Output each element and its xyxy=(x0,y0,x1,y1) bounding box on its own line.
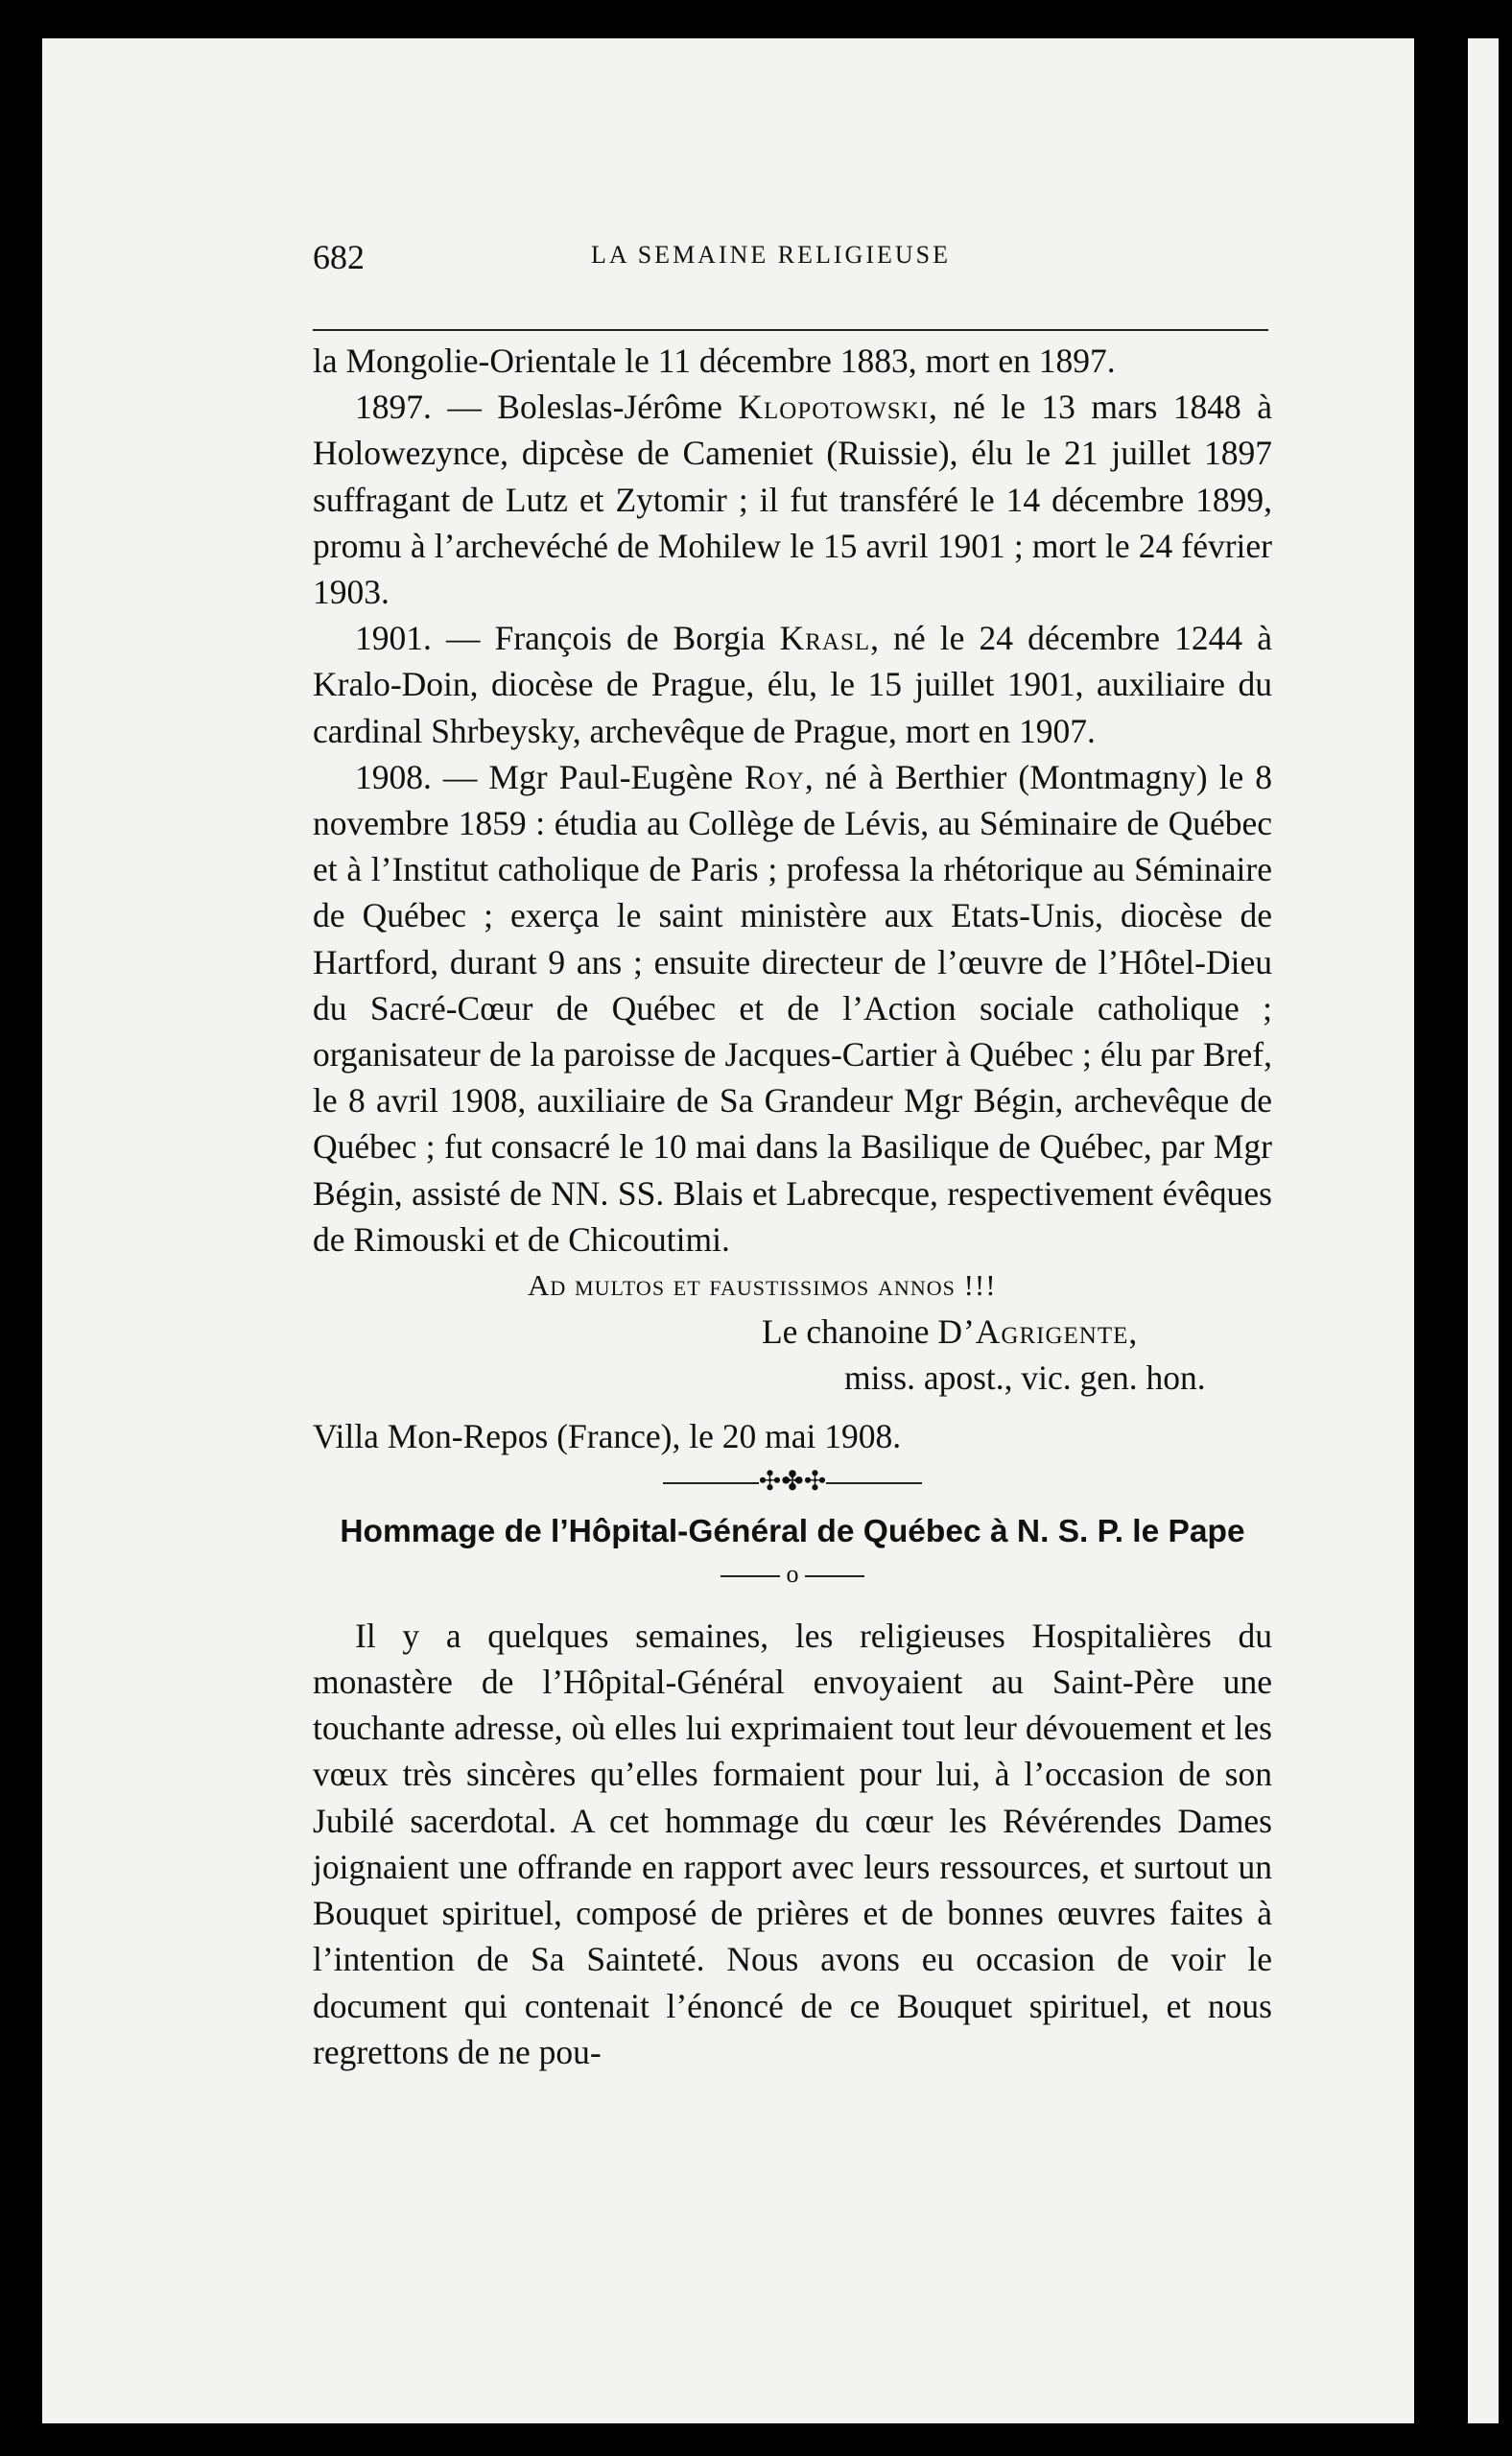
entry-intro: François de Borgia xyxy=(480,619,780,658)
article-paragraph: Il y a quelques semaines, les religieuses Hospitalières du monastère de l’Hôpital-Général envoyaient au Saint-Père une touchante adresse, où elles lui exprimaient tout leur dévouement et les vœux très sincères qu’elles formaient pour lui, à l’occasion de son Jubilé sacerdotal. A cet hommage du cœur les Révérendes Dames joignaient une offrande en rapport avec leurs ressources, et surtout un Bouquet spirituel, composé de prières et de bonnes œuvres faites à l’intention de Sa Sainteté. Nous avons eu occasion de voir le document qui contenait l’énoncé de ce Bouquet spirituel, et nous regrettons de ne pou- xyxy=(313,1616,1272,2071)
article-title: Hommage de l’Hôpital-Général de Québec à N. S. P. le Pape xyxy=(340,1513,1245,1549)
paragraph-entry-1908 xyxy=(313,754,1272,1263)
paragraph-entry-1897 xyxy=(313,384,1272,615)
adjacent-page-edge xyxy=(1468,38,1499,2423)
entry-year: 1908. — xyxy=(355,757,478,796)
paragraph-continued: la Mongolie-Orientale le 11 décembre 1883, mort en 1897. xyxy=(313,342,1116,380)
title-separator xyxy=(313,1559,1272,1590)
separator-rule-left xyxy=(721,1575,780,1577)
page-header xyxy=(313,237,1268,295)
signature-title: miss. apost., vic. gen. hon. xyxy=(844,1358,1206,1398)
signature-name: D’Agrigente xyxy=(937,1312,1129,1352)
ornament-rule-left xyxy=(663,1482,759,1484)
running-head: LA SEMAINE RELIGIEUSE xyxy=(591,241,951,269)
place-date: Villa Mon-Repos (France), le 20 mai 1908. xyxy=(313,1416,902,1455)
signature-prefix: Le chanoine xyxy=(762,1312,938,1352)
entry-intro: Boleslas-Jérôme xyxy=(481,388,739,427)
closing-motto: Ad multos et faustissimos annos !!! xyxy=(528,1268,997,1303)
header-rule xyxy=(313,329,1268,331)
entry-surname: Roy xyxy=(744,757,805,796)
page-body xyxy=(313,338,1272,2075)
ornament-rule-right xyxy=(826,1482,922,1484)
entry-text: , né le 24 décembre 1244 à Kralo-Doin, diocèse de Prague, élu, le 15 juillet 1901, auxiliaire du cardinal Shrbeysky, archevêque de Prague, mort en 1907. xyxy=(313,619,1272,750)
signature-suffix: , xyxy=(1128,1312,1138,1352)
section-ornament xyxy=(313,1463,1272,1501)
entry-year: 1897. — xyxy=(355,388,482,427)
ornament-glyph: ✣✤✣ xyxy=(758,1466,827,1497)
paragraph-entry-1901 xyxy=(313,615,1272,754)
entry-text: , né le 13 mars 1848 à Holowezynce, dipcèse de Cameniet (Ruissie), élu le 21 juillet 1897 suffragant de Lutz et Zytomir ; il fut transféré le 14 décembre 1899, promu à l’archevéché de Mohilew le 15 avril 1901 ; mort le 24 février 1903. xyxy=(313,388,1272,612)
entry-surname: Klopotowski xyxy=(738,388,930,427)
page-number: 682 xyxy=(313,238,365,276)
entry-surname: Krasl xyxy=(779,619,871,658)
signature xyxy=(313,1309,1272,1355)
separator-rule-right xyxy=(805,1575,864,1577)
entry-intro: Mgr Paul-Eugène xyxy=(477,757,745,796)
entry-year: 1901. — xyxy=(355,619,481,658)
entry-text: , né à Berthier (Montmagny) le 8 novembre 1859 : étudia au Collège de Lévis, au Séminaire de Québec et à l’Institut catholique de Paris ; professa la rhétorique au Séminaire de Québec ; exerça le saint ministère aux Etats-Unis, diocèse de Hartford, durant 9 ans ; ensuite directeur de l’œuvre de l’Hôtel-Dieu du Sacré-Cœur de Québec et de l’Action sociale catholique ; organisateur de la paroisse de Jacques-Cartier à Québec ; élu par Bref, le 8 avril 1908, auxiliaire de Sa Grandeur Mgr Bégin, archevêque de Québec ; fut consacré le 10 mai dans la Basilique de Québec, par Mgr Bégin, assisté de NN. SS. Blais et Labrecque, respectivement évêques de Rimouski et de Chicoutimi. xyxy=(313,757,1272,1259)
separator-mark: o xyxy=(786,1559,799,1588)
